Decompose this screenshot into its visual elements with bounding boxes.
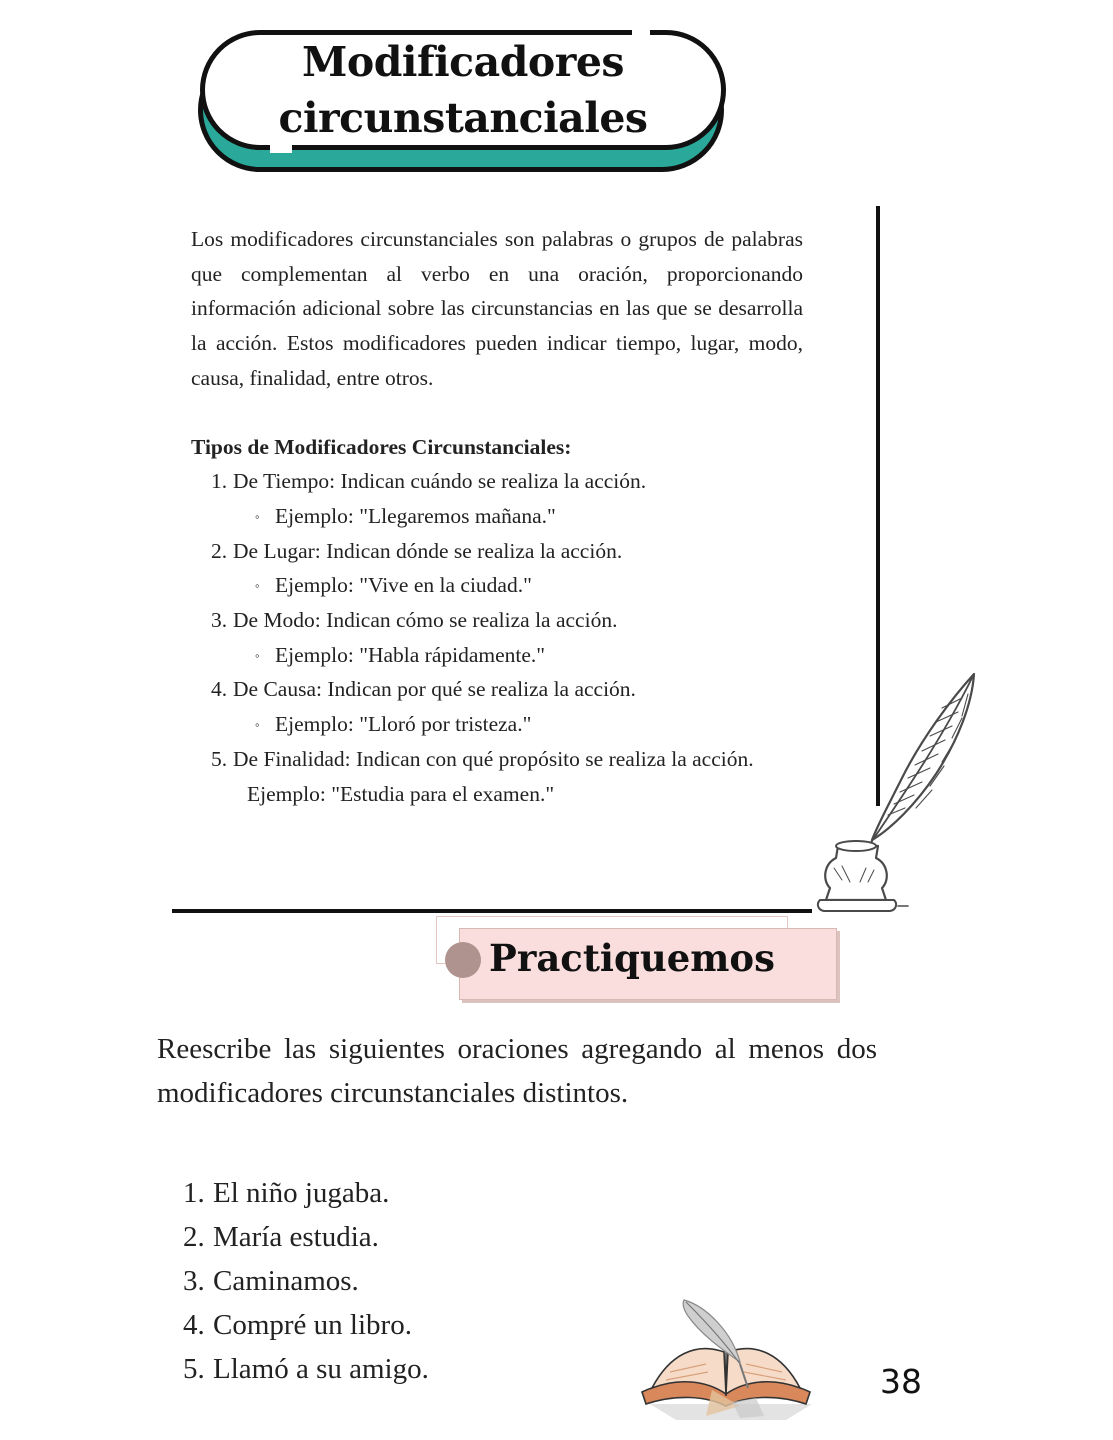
type-description: De Finalidad: Indican con qué propósito se realiza la acción. (233, 746, 754, 771)
exercise-number: 2. (183, 1221, 205, 1253)
exercise-number: 1. (183, 1177, 205, 1209)
type-example: Ejemplo: "Vive en la ciudad." (275, 573, 532, 598)
type-number: 3. (211, 608, 228, 633)
theory-section (191, 222, 803, 811)
practice-dot-icon (445, 942, 481, 978)
types-heading: Tipos de Modificadores Circunstanciales: (191, 434, 572, 459)
quill-inkwell-icon (812, 668, 980, 918)
type-example: Ejemplo: "Habla rápidamente." (275, 642, 546, 667)
exercise-item (157, 1215, 877, 1259)
exercise-number: 3. (183, 1265, 205, 1297)
title-badge-front (200, 30, 726, 150)
type-description: De Tiempo: Indican cuándo se realiza la acción. (233, 469, 647, 494)
type-example: Ejemplo: "Estudia para el examen." (247, 781, 555, 806)
exercise-sentence: María estudia. (213, 1221, 379, 1253)
exercise-sentence: Compré un libro. (213, 1309, 412, 1341)
page-number: 38 (880, 1362, 922, 1401)
type-number: 4. (211, 677, 228, 702)
intro-paragraph: Los modificadores circunstanciales son palabras o grupos de palabras que complementan al verbo en una oración, proporcionando información adicional sobre las circunstancias en las que se desarrolla la acción. Estos modificadores pueden indicar tiempo, lugar, modo, causa, finalidad, entre otros. (191, 227, 803, 390)
type-number: 1. (211, 469, 228, 494)
title-border-gap-top (632, 28, 650, 36)
title-badge (198, 28, 730, 176)
type-item-lugar (191, 534, 803, 603)
type-item-tiempo (191, 464, 803, 533)
exercise-instruction: Reescribe las siguientes oraciones agregando al menos dos modificadores circunstanciales distintos. (157, 1033, 877, 1109)
type-item-modo (191, 603, 803, 672)
open-book-feather-icon (636, 1292, 816, 1422)
type-description: De Modo: Indican cómo se realiza la acción. (233, 608, 618, 633)
horizontal-divider (172, 909, 812, 913)
title-border-gap-bottom (270, 145, 292, 153)
type-description: De Causa: Indican por qué se realiza la acción. (233, 677, 636, 702)
exercise-number: 4. (183, 1309, 205, 1341)
hollow-bullet-icon: ◦ (255, 717, 260, 733)
practice-title: Practiquemos (489, 936, 775, 980)
page-title-line-1: Modificadores (301, 38, 624, 86)
types-list (191, 464, 803, 811)
hollow-bullet-icon: ◦ (255, 508, 260, 524)
type-number: 5. (211, 746, 228, 771)
hollow-bullet-icon: ◦ (255, 578, 260, 594)
exercise-item (157, 1171, 877, 1215)
type-item-finalidad (191, 742, 803, 811)
exercise-sentence: El niño jugaba. (213, 1177, 390, 1209)
type-description: De Lugar: Indican dónde se realiza la acción. (233, 538, 623, 563)
page-title-line-2: circunstanciales (278, 94, 648, 142)
hollow-bullet-icon: ◦ (255, 647, 260, 663)
exercise-sentence: Llamó a su amigo. (213, 1353, 429, 1385)
type-example: Ejemplo: "Lloró por tristeza." (275, 712, 532, 737)
exercise-sentence: Caminamos. (213, 1265, 359, 1297)
type-number: 2. (211, 538, 228, 563)
exercise-number: 5. (183, 1353, 205, 1385)
type-item-causa (191, 672, 803, 741)
type-example: Ejemplo: "Llegaremos mañana." (275, 503, 556, 528)
